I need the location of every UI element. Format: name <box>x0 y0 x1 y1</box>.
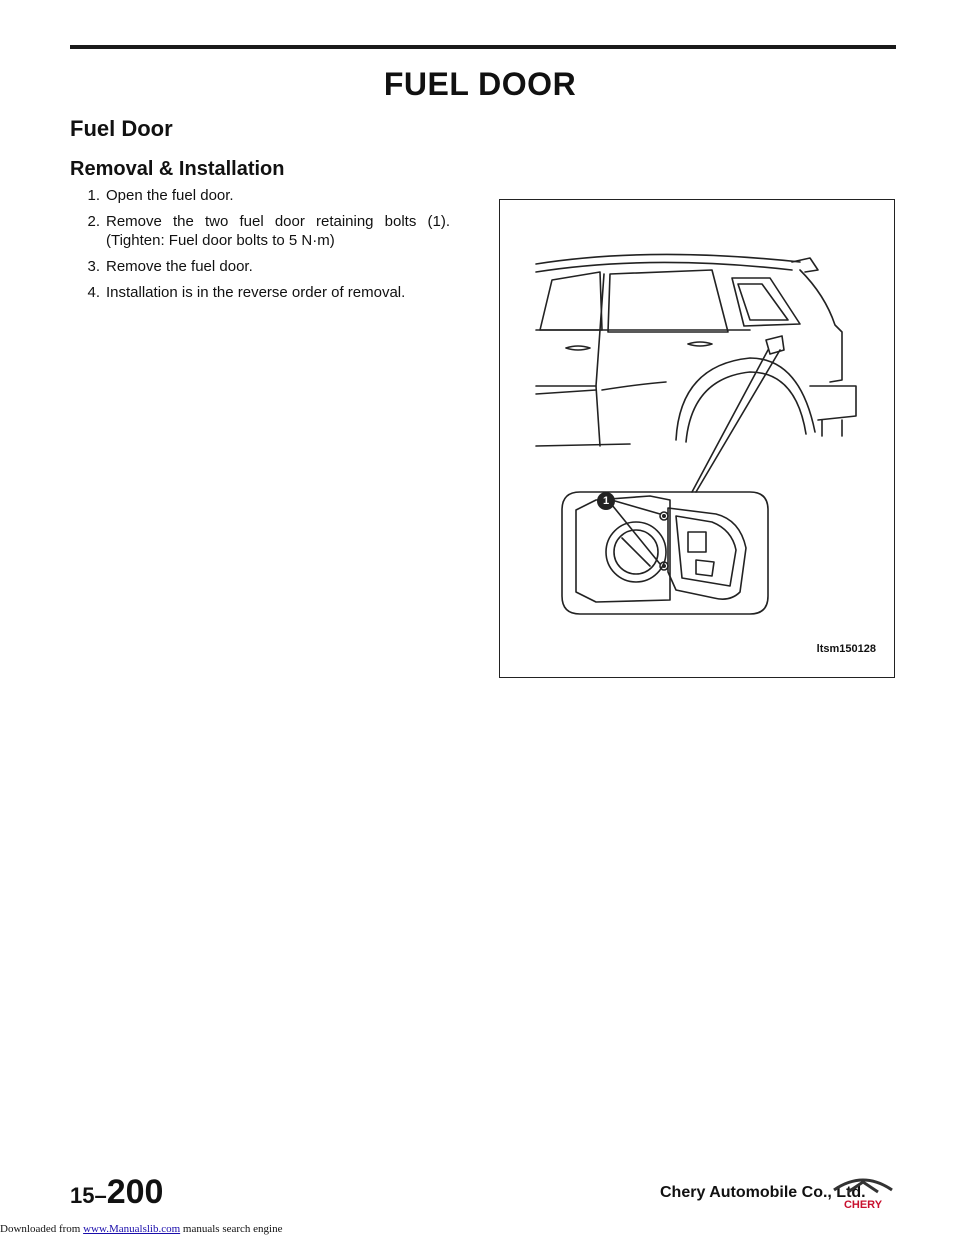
step-number: 1. <box>87 187 100 204</box>
quarter-window <box>732 278 800 326</box>
step-number: 3. <box>87 258 100 275</box>
rear-door-window <box>608 270 728 332</box>
step-2 <box>74 212 450 250</box>
rear-hatch <box>800 270 842 382</box>
procedure-steps <box>74 186 450 309</box>
section-prefix: 15– <box>70 1183 107 1208</box>
door-seam <box>596 274 604 446</box>
detail-bubble <box>562 492 768 614</box>
step-text: Installation is in the reverse order of removal. <box>106 284 406 301</box>
fuel-door-small <box>766 336 784 354</box>
subsection-title: Removal & Installation <box>70 158 285 180</box>
front-window <box>540 272 602 330</box>
rear-bumper <box>810 386 856 420</box>
leader-line-1 <box>692 350 768 492</box>
logo-text: CHERY <box>843 1199 883 1211</box>
step-4 <box>74 283 450 302</box>
step-text: Open the fuel door. <box>106 187 234 204</box>
quarter-window-inner <box>738 284 788 320</box>
rear-door-handle <box>688 342 712 346</box>
bumper-lower <box>822 420 842 436</box>
callout-leader <box>612 501 660 564</box>
fuel-filler-recess <box>576 496 670 602</box>
step-text: Remove the fuel door. <box>106 258 253 275</box>
step-text: Remove the two fuel door retaining bolts (1). <box>106 213 450 230</box>
top-rule <box>70 45 896 49</box>
roof-rail <box>536 262 792 272</box>
manualslib-link[interactable]: www.Manualslib.com <box>83 1223 181 1235</box>
hinge-detail <box>688 532 714 576</box>
step-3 <box>74 257 450 276</box>
step-number: 4. <box>87 284 100 301</box>
front-door-handle <box>566 346 590 350</box>
section-title: Fuel Door <box>70 116 173 141</box>
rear-spoiler <box>792 258 818 272</box>
page-title: FUEL DOOR <box>383 66 577 102</box>
fuel-door-figure <box>499 199 895 678</box>
download-footer <box>0 1223 282 1235</box>
chery-logo-icon <box>830 1168 896 1212</box>
torque-note: (Tighten: Fuel door bolts to 5 N·m) <box>106 232 335 249</box>
step-1 <box>74 186 450 205</box>
vehicle-illustration <box>500 200 896 679</box>
figure-id: ltsm150128 <box>816 643 876 655</box>
page-number-value: 200 <box>106 1173 164 1211</box>
page-number <box>70 1173 163 1212</box>
fuel-cap-tab <box>622 538 650 566</box>
body-moulding <box>536 382 666 394</box>
callout-bolt-1: 1 <box>597 492 615 510</box>
step-number: 2. <box>87 213 100 230</box>
download-prefix: Downloaded from <box>0 1223 81 1235</box>
company-name: Chery Automobile Co., Ltd. <box>660 1184 866 1201</box>
download-suffix: manuals search engine <box>180 1223 283 1235</box>
rocker-panel <box>536 444 630 446</box>
